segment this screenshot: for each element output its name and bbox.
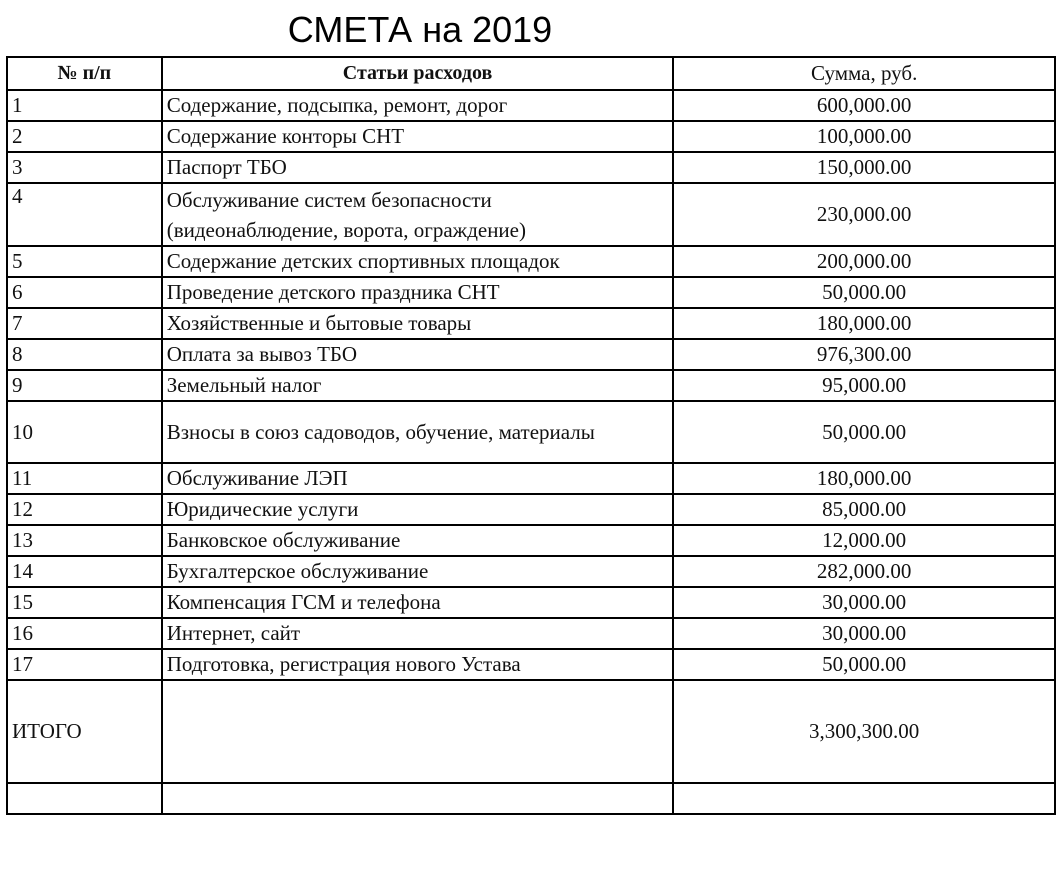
- row-num: 6: [7, 277, 162, 308]
- header-sum: Сумма, руб.: [673, 57, 1055, 90]
- table-row: [7, 556, 1055, 587]
- header-num: № п/п: [7, 57, 162, 90]
- total-row: [7, 680, 1055, 783]
- row-sum: 200,000.00: [673, 246, 1055, 277]
- row-num: 11: [7, 463, 162, 494]
- row-num: 3: [7, 152, 162, 183]
- row-item: Проведение детского праздника СНТ: [162, 277, 674, 308]
- table-row: [7, 587, 1055, 618]
- total-label: ИТОГО: [7, 680, 162, 783]
- table-row: [7, 463, 1055, 494]
- budget-table: [6, 56, 1056, 815]
- table-row: [7, 339, 1055, 370]
- table-row: [7, 152, 1055, 183]
- row-item: Содержание конторы СНТ: [162, 121, 674, 152]
- row-item: Оплата за вывоз ТБО: [162, 339, 674, 370]
- blank-row: [7, 783, 1055, 814]
- page-title: СМЕТА на 2019: [287, 9, 553, 50]
- row-num: 5: [7, 246, 162, 277]
- row-item: Обслуживание ЛЭП: [162, 463, 674, 494]
- row-num: 16: [7, 618, 162, 649]
- row-item: Юридические услуги: [162, 494, 674, 525]
- table-row: [7, 183, 1055, 246]
- table-row: [7, 121, 1055, 152]
- row-item: Обслуживание систем безопасности (видеонаблюдение, ворота, ограждение): [162, 183, 674, 246]
- row-sum: 976,300.00: [673, 339, 1055, 370]
- row-item: Банковское обслуживание: [162, 525, 674, 556]
- row-sum: 85,000.00: [673, 494, 1055, 525]
- row-num: 9: [7, 370, 162, 401]
- row-num: 10: [7, 401, 162, 463]
- row-sum: 50,000.00: [673, 649, 1055, 680]
- row-item: Бухгалтерское обслуживание: [162, 556, 674, 587]
- row-num: 17: [7, 649, 162, 680]
- row-item: Содержание детских спортивных площадок: [162, 246, 674, 277]
- row-item: Компенсация ГСМ и телефона: [162, 587, 674, 618]
- row-sum: 30,000.00: [673, 618, 1055, 649]
- row-sum: 30,000.00: [673, 587, 1055, 618]
- row-num: 2: [7, 121, 162, 152]
- row-item: Подготовка, регистрация нового Устава: [162, 649, 674, 680]
- blank-cell: [162, 783, 674, 814]
- row-sum: 150,000.00: [673, 152, 1055, 183]
- table-row: [7, 246, 1055, 277]
- table-row: [7, 649, 1055, 680]
- table-row: [7, 618, 1055, 649]
- row-sum: 50,000.00: [673, 401, 1055, 463]
- row-num: 1: [7, 90, 162, 121]
- table-row: [7, 525, 1055, 556]
- row-item: Паспорт ТБО: [162, 152, 674, 183]
- blank-cell: [7, 783, 162, 814]
- row-num: 7: [7, 308, 162, 339]
- row-sum: 95,000.00: [673, 370, 1055, 401]
- header-item: Статьи расходов: [162, 57, 674, 90]
- row-num: 12: [7, 494, 162, 525]
- row-sum: 600,000.00: [673, 90, 1055, 121]
- row-sum: 50,000.00: [673, 277, 1055, 308]
- row-item: Содержание, подсыпка, ремонт, дорог: [162, 90, 674, 121]
- row-sum: 180,000.00: [673, 463, 1055, 494]
- table-row: [7, 370, 1055, 401]
- row-num: 8: [7, 339, 162, 370]
- table-row: [7, 90, 1055, 121]
- table-header-row: [7, 57, 1055, 90]
- table-row: [7, 277, 1055, 308]
- total-item-empty: [162, 680, 674, 783]
- row-item: Земельный налог: [162, 370, 674, 401]
- row-num: 14: [7, 556, 162, 587]
- row-sum: 180,000.00: [673, 308, 1055, 339]
- table-row: [7, 494, 1055, 525]
- row-sum: 12,000.00: [673, 525, 1055, 556]
- table-row: [7, 401, 1055, 463]
- row-num: 4: [7, 183, 162, 246]
- row-sum: 100,000.00: [673, 121, 1055, 152]
- total-sum: 3,300,300.00: [673, 680, 1055, 783]
- blank-cell: [673, 783, 1055, 814]
- row-item: Интернет, сайт: [162, 618, 674, 649]
- row-num: 13: [7, 525, 162, 556]
- row-sum: 230,000.00: [673, 183, 1055, 246]
- row-num: 15: [7, 587, 162, 618]
- table-row: [7, 308, 1055, 339]
- row-item: Хозяйственные и бытовые товары: [162, 308, 674, 339]
- row-item: Взносы в союз садоводов, обучение, материалы: [162, 401, 674, 463]
- row-sum: 282,000.00: [673, 556, 1055, 587]
